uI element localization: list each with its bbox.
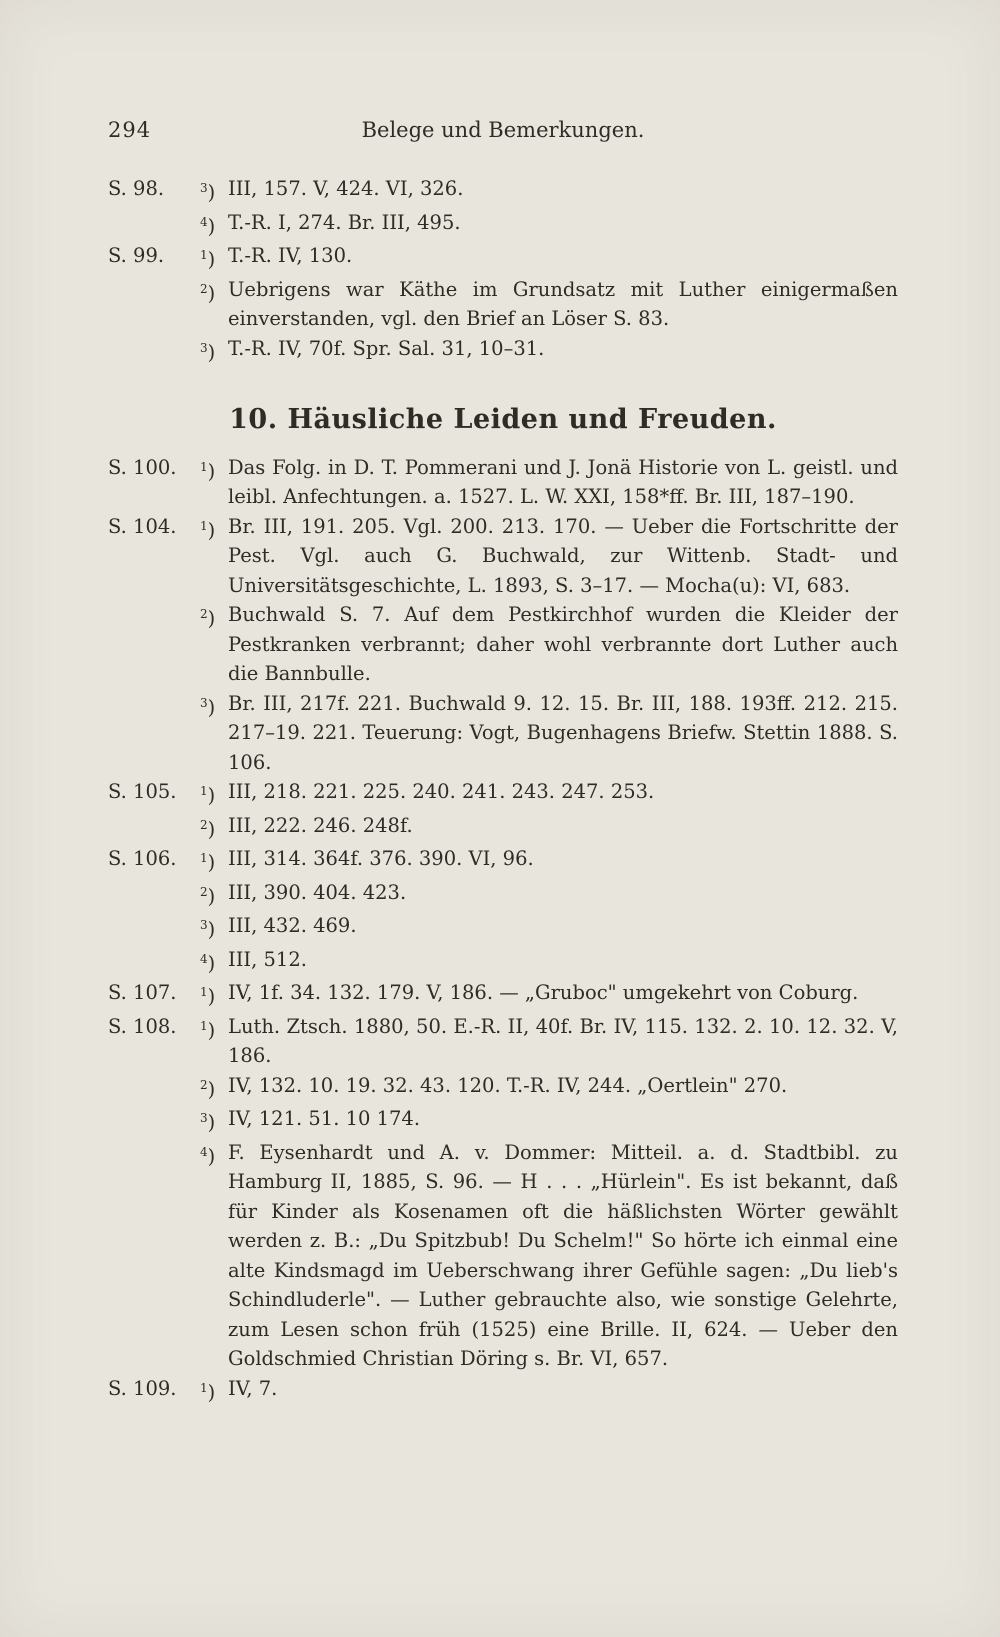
note-page-ref: S. 107. <box>108 981 177 1004</box>
footnote-number: 2 <box>200 1077 208 1092</box>
note-text: Br. III, 217f. 221. Buchwald 9. 12. 15. Br. III, 188. 193ff. 212. 215. 217–19. 221. Teuerung: Vogt, Bugenhagens Briefw. Stettin 1888. S. 106. <box>228 691 898 774</box>
footnote-number: 1 <box>200 985 208 999</box>
footnote-number: 2 <box>200 884 208 899</box>
notes-before <box>108 174 898 367</box>
note-page-ref <box>108 811 200 845</box>
note-entry <box>108 844 898 878</box>
note-page-ref <box>108 600 200 689</box>
footnote-number: 4 <box>200 214 208 229</box>
page-number: 294 <box>108 118 152 142</box>
footnote-marker: $^4$) <box>200 951 216 975</box>
note-text: III, 432. 469. <box>228 914 357 937</box>
note-text: III, 157. V, 424. VI, 326. <box>228 177 464 200</box>
note-page-ref <box>108 208 200 242</box>
running-title: Belege und Bemerkungen. <box>361 118 645 142</box>
note-entry <box>108 978 898 1012</box>
footnote-marker: $^1$) <box>200 1380 216 1404</box>
footnote-number: 2 <box>200 607 208 621</box>
footnote-number: 3 <box>200 918 208 932</box>
note-entry <box>108 1012 898 1071</box>
footnote-marker: $^3$) <box>200 1111 216 1134</box>
footnote-marker: $^2$) <box>200 607 216 630</box>
note-entry <box>108 453 898 512</box>
footnote-marker: $^2$) <box>200 281 216 305</box>
footnote-marker: $^3$) <box>200 181 216 204</box>
note-entry <box>108 1374 898 1408</box>
footnote-number: 1 <box>200 1380 208 1395</box>
note-entry <box>108 275 898 334</box>
note-page-ref: S. 100. <box>108 455 177 479</box>
note-text: T.-R. IV, 130. <box>228 244 353 267</box>
footnote-marker: $^2$) <box>200 817 216 841</box>
note-entry <box>108 689 898 778</box>
note-entry <box>108 208 898 242</box>
footnote-marker: $^1$) <box>200 459 216 483</box>
footnote-marker: $^1$) <box>200 248 216 271</box>
note-page-ref <box>108 1138 200 1374</box>
note-entry <box>108 1138 898 1374</box>
note-entry <box>108 878 898 912</box>
note-text: III, 390. 404. 423. <box>228 880 407 904</box>
footnote-number: 2 <box>200 281 208 296</box>
footnote-marker: $^1$) <box>200 1018 216 1042</box>
footnote-number: 3 <box>200 181 208 195</box>
note-page-ref <box>108 689 200 778</box>
note-text: Luth. Ztsch. 1880, 50. E.-R. II, 40f. Br. IV, 115. 132. 2. 10. 12. 32. V, 186. <box>228 1014 898 1067</box>
footnote-marker: $^1$) <box>200 518 216 542</box>
page-header <box>108 118 898 150</box>
note-text: III, 222. 246. 248f. <box>228 813 413 837</box>
note-entry <box>108 512 898 601</box>
footnote-marker: $^4$) <box>200 1144 216 1168</box>
footnote-number: 1 <box>200 784 208 798</box>
footnote-number: 3 <box>200 695 208 710</box>
note-page-ref <box>108 911 200 945</box>
footnote-number: 3 <box>200 1111 208 1125</box>
note-text: IV, 1f. 34. 132. 179. V, 186. — „Gruboc" umgekehrt von Coburg. <box>228 981 859 1004</box>
note-page-ref: S. 104. <box>108 514 177 538</box>
footnote-number: 1 <box>200 1018 208 1033</box>
note-page-ref: S. 105. <box>108 780 177 803</box>
note-text: III, 512. <box>228 947 307 971</box>
note-text: III, 218. 221. 225. 240. 241. 243. 247. 253. <box>228 780 655 803</box>
note-entry <box>108 241 898 275</box>
note-page-ref <box>108 334 200 368</box>
note-entry <box>108 600 898 689</box>
note-page-ref: S. 106. <box>108 847 177 870</box>
note-entry <box>108 911 898 945</box>
footnote-number: 3 <box>200 340 208 355</box>
note-text: IV, 132. 10. 19. 32. 43. 120. T.-R. IV, 244. „Oertlein" 270. <box>228 1073 788 1097</box>
note-text: IV, 7. <box>228 1376 278 1400</box>
note-entry <box>108 1104 898 1138</box>
note-entry <box>108 811 898 845</box>
note-text: Uebrigens war Käthe im Grundsatz mit Luther einigermaßen einverstanden, vgl. den Brief an Löser S. 83. <box>228 277 898 330</box>
note-entry <box>108 334 898 368</box>
notes-body <box>108 174 898 1407</box>
note-entry <box>108 777 898 811</box>
footnote-number: 1 <box>200 851 208 865</box>
note-entry <box>108 1071 898 1105</box>
note-text: Br. III, 191. 205. Vgl. 200. 213. 170. — Ueber die Fortschritte der Pest. Vgl. auch G. Buchwald, zur Wittenb. Stadt- und Universitätsgeschichte, L. 1893, S. 3–17. — Mocha(u): VI, 683. <box>228 514 898 597</box>
note-page-ref <box>108 945 200 979</box>
note-page-ref <box>108 1104 200 1138</box>
note-text: Buchwald S. 7. Auf dem Pestkirchhof wurden die Kleider der Pestkranken verbrannt; daher wohl verbrannte dort Luther auch die Bannbulle. <box>228 603 898 685</box>
footnote-marker: $^3$) <box>200 340 216 364</box>
footnote-marker: $^1$) <box>200 851 216 874</box>
note-page-ref: S. 108. <box>108 1014 177 1038</box>
footnote-number: 1 <box>200 248 208 262</box>
note-page-ref: S. 98. <box>108 177 165 200</box>
notes-after <box>108 453 898 1408</box>
footnote-number: 2 <box>200 817 208 832</box>
note-page-ref <box>108 275 200 334</box>
note-text: Das Folg. in D. T. Pommerani und J. Jonä Historie von L. geistl. und leibl. Anfechtungen. a. 1527. L. W. XXI, 158*ff. Br. III, 187–190. <box>228 455 898 508</box>
note-page-ref: S. 109. <box>108 1376 177 1400</box>
note-entry <box>108 174 898 208</box>
note-page-ref <box>108 878 200 912</box>
footnote-number: 1 <box>200 518 208 533</box>
note-text: T.-R. I, 274. Br. III, 495. <box>228 210 461 234</box>
note-page-ref <box>108 1071 200 1105</box>
footnote-marker: $^3$) <box>200 918 216 941</box>
footnote-number: 4 <box>200 1144 208 1159</box>
note-text: T.-R. IV, 70f. Spr. Sal. 31, 10–31. <box>228 336 545 360</box>
section-heading: 10. Häusliche Leiden und Freuden. <box>229 404 777 435</box>
footnote-marker: $^3$) <box>200 695 216 719</box>
note-text: IV, 121. 51. 10 174. <box>228 1107 421 1130</box>
footnote-marker: $^2$) <box>200 1077 216 1101</box>
note-entry <box>108 945 898 979</box>
footnote-marker: $^2$) <box>200 884 216 908</box>
footnote-marker: $^1$) <box>200 784 216 807</box>
footnote-marker: $^4$) <box>200 214 216 238</box>
note-page-ref: S. 99. <box>108 244 165 267</box>
note-text: III, 314. 364f. 376. 390. VI, 96. <box>228 847 534 870</box>
footnote-number: 4 <box>200 951 208 966</box>
footnote-number: 1 <box>200 459 208 474</box>
footnote-marker: $^1$) <box>200 985 216 1008</box>
note-text: F. Eysenhardt und A. v. Dommer: Mitteil. a. d. Stadtbibl. zu Hamburg II, 1885, S. 96. — H . . . „Hürlein". Es ist bekannt, daß für Kinder als Kosenamen oft die häßlichsten Wörter gewählt werden z. B.: „Du Spitzbub! Du Schelm!" So hörte ich einmal eine alte Kindsmagd im Ueberschwang ihrer Gefühle sagen: „Du lieb's Schindluderle". — Luther gebrauchte also, wie sonstige Gelehrte, zum Lesen schon früh (1525) eine Brille. II, 624. — Ueber den Goldschmied Christian Döring s. Br. VI, 657. <box>228 1140 898 1370</box>
